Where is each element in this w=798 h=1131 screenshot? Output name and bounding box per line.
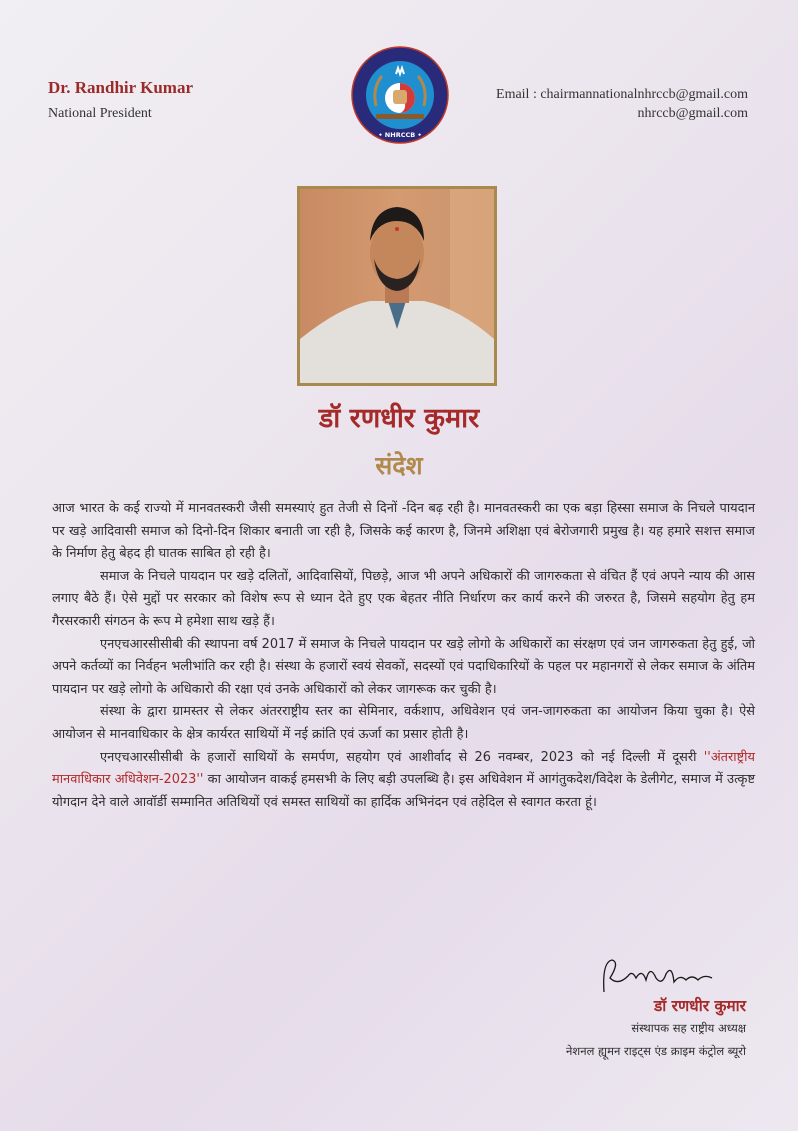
contact-emails xyxy=(496,85,748,123)
portrait-illustration xyxy=(300,189,494,383)
logo-ribbon xyxy=(376,114,424,119)
paragraph-5 xyxy=(52,747,755,815)
email-primary: Email : chairmannationalnhrccb@gmail.com xyxy=(496,87,748,102)
message-heading: संदेश xyxy=(375,451,423,480)
nhrccb-logo xyxy=(336,44,464,146)
paragraph-2: समाज के निचले पायदान पर खड़े दलितों, आदिवासियों, पिछड़े, आज भी अपने अधिकारों की जागरुकता से वंचित हैं एवं अपने न्याय की आस लगाए बैठे हैं। ऐसे मुद्दों पर सरकार को विशेष रूप से ध्यान देते हुए एक बेहतर नीति निर्धारण कर कार्य करने की जरुरत है, जिसमे सहयोग हेतु हम गैरसरकारी संगठन के रूप मे हमेशा साथ खड़े हैं। xyxy=(52,568,755,629)
paragraph-5-end: का आयोजन वाकई हमसभी के लिए बड़ी उपलब्धि है। इस अधिवेशन में आगंतुकदेश/विदेश के डेलीगेट, समाज में उत्कृष्ट योगदान देने वाले आवॉर्डी सम्मानित अतिथियों एवं समस्त साथियों का हार्दिक अभिनंदन एवं तहेदिल से स्वागत करता हूं। xyxy=(52,772,755,810)
sender-role: National President xyxy=(48,106,152,121)
handwritten-signature xyxy=(600,956,720,996)
author-heading: डॉ रणधीर कुमार xyxy=(318,403,480,434)
president-photo xyxy=(297,186,497,386)
fist-icon xyxy=(393,90,407,104)
signatory-organization: नेशनल ह्यूमन राइट्स एंड क्राइम कंट्रोल ब्यूरो xyxy=(566,1044,746,1058)
paragraph-5-start: एनएचआरसीसीबी के हजारों साथियों के समर्पण, सहयोग एवं आशीर्वाद से 26 नवम्बर, 2023 को नई दिल्ली में दूसरी xyxy=(100,749,704,765)
email-secondary: nhrccb@gmail.com xyxy=(637,106,748,121)
letterhead-sender xyxy=(48,78,193,122)
signatory-title: संस्थापक सह राष्ट्रीय अध्यक्ष xyxy=(631,1021,746,1035)
message-body xyxy=(52,498,755,814)
paragraph-4: संस्था के द्वारा ग्रामस्तर से लेकर अंतरराष्ट्रीय स्तर का सेमिनार, वर्कशाप, अधिवेशन एवं जन-जागरुकता का आयोजन किया चुका है। ऐसे आयोजन से मानवाधिकार के क्षेत्र कार्यरत साथियों में नई क्रांति एवं ऊर्जा का प्रसार होती है। xyxy=(52,704,755,742)
logo-abbr: • NHRCCB • xyxy=(378,131,422,139)
paragraph-3: एनएचआरसीसीबी की स्थापना वर्ष 2017 में समाज के निचले पायदान पर खड़े लोगो के अधिकारों का संरक्षण एवं जन जागरुकता हेतु हुई, जो अपने कर्तव्यों का निर्वहन भलीभांति कर रही है। संस्था के हजारों स्वयं सेवकों, सदस्यों एवं पदाधिकारियों के पहल पर महानगरों से लेकर समाज के अंतिम पायदान पर खड़े लोगो के अधिकारो की रक्षा एवं उनके अधिकारों को लेकर जागरूक कर चुकी है। xyxy=(52,636,755,697)
signatory-name: डॉ रणधीर कुमार xyxy=(653,997,746,1015)
event-name-highlight: ''अंतराष्ट्रीय मानवाधिकार अधिवेशन-2023'' xyxy=(52,749,755,788)
sender-name: Dr. Randhir Kumar xyxy=(48,78,193,97)
paragraph-1: आज भारत के कई राज्यो में मानवतस्करी जैसी समस्याएं हुत तेजी से दिनों -दिन बढ़ रही है। मानवतस्करी का एक बड़ा हिस्सा समाज के निचले पायदान पर खड़े आदिवासी समाज को दिनो-दिन शिकार बनाती जा रही है, जिसके कई कारण है, जिनमे अशिक्षा एवं बेरोजगारी प्रमुख है। यह हमारे सशत्त समाज के निर्माण हेतु बेहद ही घातक साबित हो रही है। xyxy=(52,501,755,562)
